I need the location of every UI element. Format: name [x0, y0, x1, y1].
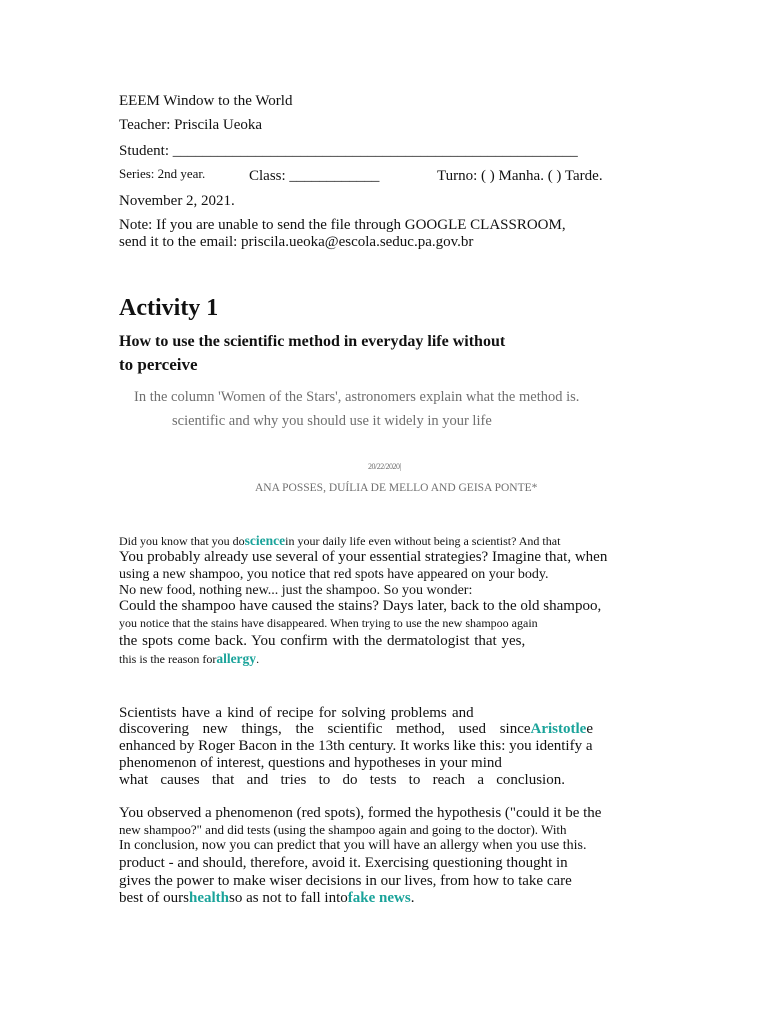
series-line: Series: 2nd year.: [119, 166, 206, 181]
note-line-1: Note: If you are unable to send the file through GOOGLE CLASSROOM,: [119, 217, 566, 233]
p1-line-8-text-a: this is the reason for: [119, 652, 217, 666]
fake-news-link[interactable]: fake news: [347, 890, 411, 906]
turno-line: Turno: ( ) Manha. ( ) Tarde.: [437, 168, 603, 184]
p1-line-5: Could the shampoo have caused the stains? Days later, back to the old shampoo,: [119, 598, 602, 614]
p2-line-4: phenomenon of interest, questions and hypotheses in your mind: [119, 755, 502, 771]
allergy-link[interactable]: allergy: [216, 651, 257, 666]
science-link[interactable]: science: [244, 533, 286, 548]
p3-line-1: You observed a phenomenon (red spots), formed the hypothesis ("could it be the: [119, 805, 602, 821]
p3-line-3: In conclusion, now you can predict that you will have an allergy when you use this.: [119, 838, 587, 853]
intro-line-2: scientific and why you should use it widely in your life: [172, 413, 492, 429]
p2-line-2-since: since: [499, 721, 531, 737]
p3-line-4: product - and should, therefore, avoid it. Exercising questioning thought in: [119, 855, 568, 871]
p3-line-5: gives the power to make wiser decisions in our lives, from how to take care: [119, 873, 572, 889]
p1-line-6: you notice that the stains have disappeared. When trying to use the new shampoo again: [119, 616, 538, 630]
p1-line-1: [119, 533, 560, 549]
p3-line-6: [119, 890, 414, 907]
p2-line-5: what causes that and tries to do tests to reach a conclusion.: [119, 772, 565, 788]
p2-line-2-e: e: [586, 721, 593, 737]
authors: ANA POSSES, DUÍLIA DE MELLO AND GEISA PONTE*: [255, 482, 538, 494]
activity-subtitle-line-2: to perceive: [119, 355, 198, 374]
p1-line-2: You probably already use several of your essential strategies? Imagine that, when: [119, 549, 608, 565]
school-name: EEEM Window to the World: [119, 93, 293, 109]
p1-line-3: using a new shampoo, you notice that red spots have appeared on your body.: [119, 567, 549, 582]
p1-line-7: the spots come back. You confirm with the dermatologist that yes,: [119, 633, 526, 649]
health-link[interactable]: health: [189, 890, 230, 906]
p2-line-3: enhanced by Roger Bacon in the 13th century. It works like this: you identify a: [119, 738, 593, 754]
p1-line-4: No new food, nothing new... just the shampoo. So you wonder:: [119, 583, 473, 598]
class-line: Class: ____________: [249, 168, 380, 184]
activity-title: Activity 1: [119, 295, 219, 321]
activity-subtitle-line-1: How to use the scientific method in everyday life without: [119, 333, 506, 350]
p2-line-2: discovering new things, the scientific method, used sinceAristotlee: [119, 721, 593, 737]
intro-line-1: In the column 'Women of the Stars', astronomers explain what the method is.: [134, 389, 580, 405]
student-line: Student: ______________________________________________________: [119, 143, 578, 159]
p3-line-6-text-b: so as not to fall into: [229, 890, 348, 906]
aristotle-link[interactable]: Aristotle: [530, 721, 587, 737]
note-line-2: send it to the email: priscila.ueoka@escola.seduc.pa.gov.br: [119, 234, 474, 250]
p3-line-6-text-c: .: [410, 890, 415, 906]
p3-line-6-text-a: best of ours: [119, 890, 189, 906]
teacher-line: Teacher: Priscila Ueoka: [119, 117, 263, 133]
date-line: November 2, 2021.: [119, 193, 235, 209]
p1-line-1-text-b: in your daily life even without being a scientist? And that: [285, 534, 561, 548]
p1-line-1-text-a: Did you know that you do: [119, 534, 245, 548]
p1-line-8: [119, 651, 259, 667]
p1-line-8-text-b: .: [256, 652, 260, 666]
p2-line-1: Scientists have a kind of recipe for solving problems and: [119, 705, 474, 721]
p3-line-2: new shampoo?" and did tests (using the shampoo again and going to the doctor). With: [119, 822, 567, 837]
publication-date: 20/22/2020|: [368, 462, 401, 471]
